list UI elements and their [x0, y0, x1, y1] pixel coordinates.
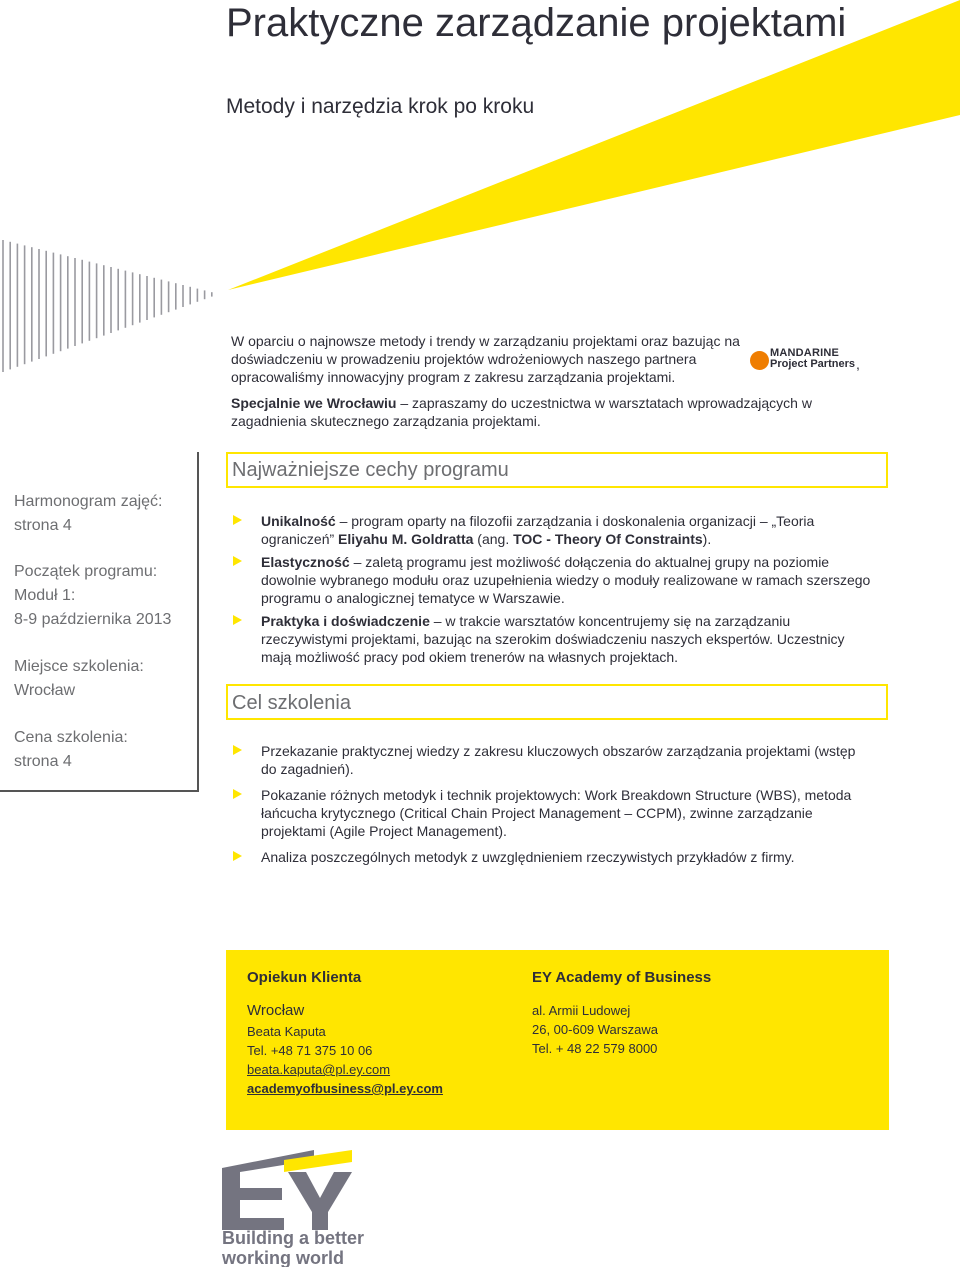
- mandarine-logo-line-2: Project Partners: [770, 358, 855, 370]
- place-label: Miejsce szkolenia:: [14, 658, 144, 675]
- bullet-arrow-icon: [233, 745, 242, 755]
- goal-text: Przekazanie praktycznej wiedzy z zakresu kluczowych obszarów zarządzania projektami (wstęp do zagadnień).: [261, 743, 856, 777]
- feature-text: – w trakcie warsztatów koncentrujemy się na zarządzaniu rzeczywistymi projektami, bazując na szerokim doświadczeniu naszych ekspertów. Uczestnicy mają możliwość pracy pod okiem trenerów na własnych projektach.: [261, 613, 845, 665]
- tagline-line-2: working world: [222, 1248, 345, 1267]
- goals-heading: Cel szkolenia: [226, 684, 888, 720]
- ey-logo-y-shape: [288, 1172, 352, 1230]
- price-label: Cena szkolenia:: [14, 729, 128, 746]
- contact-name: Beata Kaputa: [247, 1024, 326, 1039]
- schedule-value: strona 4: [14, 517, 72, 534]
- sidebar-info: [0, 452, 199, 792]
- start-module: Moduł 1:: [14, 587, 76, 604]
- feature-item: [231, 512, 871, 548]
- contact-left-heading: Opiekun Klienta: [247, 969, 362, 986]
- academy-email-link[interactable]: academyofbusiness@pl.ey.com: [247, 1081, 443, 1096]
- intro-line-1: W oparciu o najnowsze metody i trendy w zarządzaniu projektami oraz bazując na doświadczeniu w prowadzeniu projektów wdrożeniowych naszego partnera: [231, 333, 740, 367]
- contact-left: [247, 968, 443, 1098]
- mandarine-logo-line-1: MANDARINE: [770, 347, 840, 359]
- feature-author: Eliyahu M. Goldratta: [338, 531, 474, 547]
- contact-box: [226, 950, 889, 1130]
- goal-item: [231, 742, 871, 778]
- bullet-arrow-icon: [233, 789, 242, 799]
- goal-item: [231, 786, 871, 840]
- intro-paragraph-2: [231, 394, 871, 430]
- features-heading: Najważniejsze cechy programu: [226, 452, 888, 488]
- feature-toc: TOC - Theory Of Constraints: [513, 531, 703, 547]
- academy-street: al. Armii Ludowej: [532, 1003, 631, 1018]
- goals-list: [231, 742, 871, 871]
- schedule-label: Harmonogram zajęć:: [14, 493, 163, 510]
- feature-item: [231, 612, 871, 666]
- mandarine-dot-icon: [750, 351, 769, 370]
- bullet-arrow-icon: [233, 556, 242, 566]
- tagline-line-1: Building a better: [222, 1228, 365, 1248]
- feature-title: Elastyczność: [261, 554, 350, 570]
- price-value: strona 4: [14, 753, 72, 770]
- bullet-arrow-icon: [233, 851, 242, 861]
- bullet-arrow-icon: [233, 615, 242, 625]
- contact-city: Wrocław: [247, 1002, 305, 1019]
- feature-item: [231, 553, 871, 607]
- academy-phone: Tel. + 48 22 579 8000: [532, 1041, 658, 1056]
- intro-highlight: Specjalnie we Wrocławiu: [231, 395, 397, 411]
- feature-text: – zaletą programu jest możliwość dołączenia do aktualnej grupy na poziomie dowolnie wybranego modułu oraz uzupełnienia wiedzy o moduły realizowane w ramach szerszego programu o analogicznej tematyce w Warszawie.: [261, 554, 871, 606]
- contact-email-link[interactable]: beata.kaputa@pl.ey.com: [247, 1062, 391, 1077]
- place-value: Wrocław: [14, 682, 76, 699]
- feature-title: Praktyka i doświadczenie: [261, 613, 430, 629]
- feature-text: – program oparty na filozofii zarządzania i doskonalenia organizacji – „Teoria ograniczeń”: [261, 513, 815, 547]
- mandarine-partner-logo: [750, 347, 860, 372]
- contact-right-heading: EY Academy of Business: [532, 969, 712, 986]
- contact-phone: Tel. +48 71 375 10 06: [247, 1043, 373, 1058]
- intro-comma: ,: [856, 356, 860, 372]
- goal-item: [231, 848, 871, 866]
- contact-right: [532, 968, 711, 1058]
- start-label: Początek programu:: [14, 563, 158, 580]
- feature-text-3: ).: [702, 531, 712, 547]
- feature-text-2: (ang.: [473, 531, 514, 547]
- ey-tagline: [222, 1228, 364, 1267]
- ey-logo-beam: [284, 1150, 352, 1172]
- page-title: Praktyczne zarządzanie projektami: [226, 1, 847, 45]
- feature-title: Unikalność: [261, 513, 336, 529]
- goal-text: Pokazanie różnych metodyk i technik projektowych: Work Breakdown Structure (WBS), metoda łańcucha krytycznego (Critical Chain Project Management – CCPM), zwinne zarządzanie projektami (Agile Project Management).: [261, 787, 852, 839]
- intro-paragraph-2-text: – zapraszamy do uczestnictwa w warsztatach wprowadzających w zagadnienia skutecznego zarządzania projektami.: [231, 395, 812, 429]
- vertical-stripes: [3, 240, 212, 372]
- goal-text: Analiza poszczególnych metodyk z uwzględnieniem rzeczywistych przykładów z firmy.: [261, 849, 795, 865]
- intro-line-2: opracowaliśmy innowacyjny program z zakresu zarządzania projektami.: [231, 369, 676, 385]
- start-date: 8-9 października 2013: [14, 611, 172, 628]
- bullet-arrow-icon: [233, 515, 242, 525]
- features-list: [231, 512, 871, 671]
- page-subtitle: Metody i narzędzia krok po kroku: [226, 95, 535, 118]
- academy-city: 26, 00-609 Warszawa: [532, 1022, 658, 1037]
